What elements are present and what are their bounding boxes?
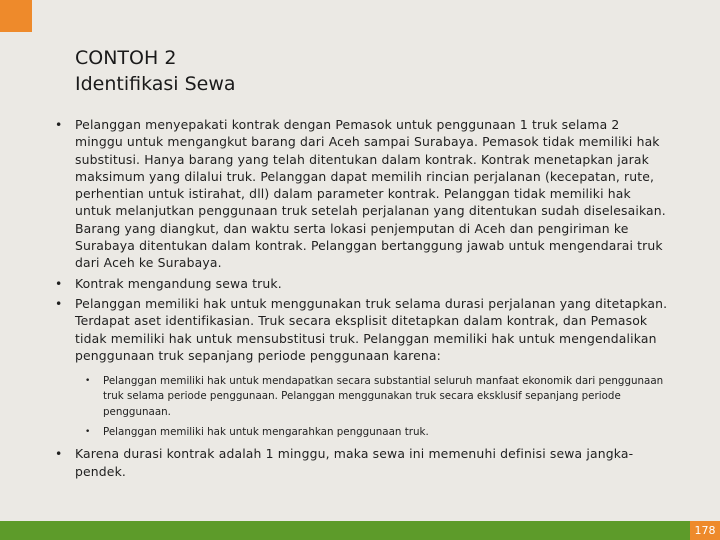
title-line-2: Identifikasi Sewa: [75, 73, 236, 95]
sub-bullet-icon: •: [85, 427, 91, 438]
bullet-icon: •: [55, 117, 63, 132]
slide-title: [75, 45, 236, 97]
footer-bar: [0, 521, 720, 540]
bullet-item-right-of-use: [55, 295, 670, 364]
sub-bullet-text: Pelanggan memiliki hak untuk mengarahkan penggunaan truk.: [103, 426, 429, 439]
bullet-icon: •: [55, 275, 63, 291]
sub-bullet-icon: •: [85, 376, 91, 387]
bullet-text: Pelanggan memiliki hak untuk menggunakan truk selama durasi perjalanan yang ditetapkan. Terdapat aset identifikasian. Truk secara eksplisit ditetapkan dalam kontrak, dan Pemasok tidak memiliki hak untuk mensubstitusi truk. Pelanggan memiliki hak untuk mengendalikan penggunaan truk sepanjang periode penggunaan karena:: [75, 295, 668, 363]
title-line-1: CONTOH 2: [75, 47, 177, 69]
bullet-item-lease-contained: [55, 275, 670, 292]
bullet-text: Karena durasi kontrak adalah 1 minggu, maka sewa ini memenuhi definisi sewa jangka-pendek.: [75, 446, 634, 479]
sub-bullet-economic-benefits: [55, 374, 670, 420]
bullet-text: Kontrak mengandung sewa truk.: [75, 275, 282, 291]
bullet-icon: •: [55, 446, 63, 462]
bullet-list: [55, 116, 670, 483]
bullet-item-short-term-lease: [55, 445, 670, 480]
bullet-item-contract-description: [55, 116, 670, 272]
bullet-text: Pelanggan menyepakati kontrak dengan Pemasok untuk penggunaan 1 truk selama 2 minggu untuk mengangkut barang dari Aceh sampai Surabaya. Pemasok tidak memiliki hak substitusi. Hanya barang yang telah ditentukan dalam kontrak. Kontrak menetapkan jarak maksimum yang dilalui truk. Pelanggan dapat memilih rincian perjalanan (kecepatan, rute, perhentian untuk istirahat, dll) dalam parameter kontrak. Pelanggan tidak memiliki hak untuk melanjutkan penggunaan truk setelah perjalanan yang ditentukan sudah diselesaikan. Barang yang diangkut, dan waktu serta lokasi penjemputan di Aceh dan pengiriman ke Surabaya ditentukan dalam kontrak. Pelanggan bertanggung jawab untuk mengendarai truk dari Aceh ke Surabaya.: [75, 117, 666, 271]
page-number: 178: [690, 521, 720, 540]
bullet-icon: •: [55, 295, 63, 311]
sub-bullet-text: Pelanggan memiliki hak untuk mendapatkan secara substantial seluruh manfaat ekonomik dari penggunaan truk selama periode penggunaan. Pelanggan menggunakan truk secara eksklusif sepanjang periode penggunaan.: [103, 375, 664, 418]
accent-square: [0, 0, 32, 32]
sub-bullet-direct-use: [55, 425, 670, 440]
sub-bullet-list: [55, 374, 670, 440]
